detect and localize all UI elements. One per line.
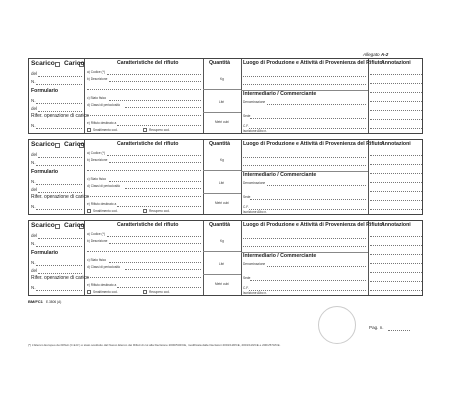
annotazioni-line[interactable] (370, 209, 422, 210)
rifer-n-line[interactable] (36, 209, 82, 210)
smaltimento-label: Smaltimento cod. (93, 290, 118, 294)
del-line[interactable] (38, 157, 82, 158)
annotazioni-line[interactable] (370, 155, 422, 156)
model-code (28, 300, 61, 304)
annotazioni-line[interactable] (370, 83, 422, 84)
smaltimento-checkbox[interactable] (87, 128, 91, 132)
rifer-n-label: N. (31, 204, 36, 209)
litri-label: Litri (219, 100, 225, 104)
stato-label: c) Stato fisico (87, 96, 107, 100)
destinato-line[interactable] (117, 125, 201, 126)
destinato-line[interactable] (117, 206, 201, 207)
codice-label: a) Codice (*) (87, 232, 105, 236)
stato-label: c) Stato fisico (87, 258, 107, 262)
side-vertical-text (0, 217, 1, 250)
sede-label: Sede (243, 114, 251, 118)
denominazione-line[interactable] (267, 185, 366, 186)
caratteristiche-header: Caratteristiche del rifiuto (117, 222, 179, 228)
metri-label: Metri cubi (215, 282, 229, 286)
annotazioni-line[interactable] (370, 236, 422, 237)
iscrizione-label: Iscrizione Albo n. (243, 291, 268, 295)
smaltimento-label: Smaltimento cod. (93, 128, 118, 132)
del-label: del (31, 233, 38, 238)
qty-sep (203, 251, 241, 252)
model-code-text: BM/FC1 (28, 299, 43, 304)
classi-label: d) Classi di pericolosità (87, 103, 120, 107)
metri-label: Metri cubi (215, 120, 229, 124)
intermediario-title: Intermediario / Commerciante (243, 172, 317, 178)
annotazioni-line[interactable] (370, 110, 422, 111)
metri-label: Metri cubi (215, 201, 229, 205)
smaltimento-checkbox[interactable] (87, 209, 91, 213)
classi-line[interactable] (125, 107, 201, 108)
page-label: Pag. n. (369, 325, 384, 330)
cf-label: C.F. (243, 124, 249, 128)
formulario-label: Formulario (31, 169, 59, 175)
classi-line[interactable] (125, 269, 201, 270)
smaltimento-checkbox[interactable] (87, 290, 91, 294)
recupero-checkbox[interactable] (143, 209, 147, 213)
scarico-checkbox[interactable] (55, 143, 60, 148)
descrizione-line-2[interactable] (87, 170, 201, 171)
denominazione-label: Denominazione (243, 181, 266, 185)
recupero-label: Recupero cod. (149, 209, 170, 213)
n-line[interactable] (36, 84, 82, 85)
registration-block (28, 139, 423, 215)
allegato-label (363, 53, 388, 58)
recupero-label: Recupero cod. (149, 128, 170, 132)
kg-label: Kg (220, 77, 224, 81)
recupero-checkbox[interactable] (143, 128, 147, 132)
scarico-label: Scarico (31, 141, 55, 148)
iscrizione-label: Iscrizione Albo n. (243, 210, 268, 214)
formulario-n-label: N. (31, 179, 36, 184)
caratteristiche-header: Caratteristiche del rifiuto (117, 60, 179, 66)
edition-text: E.3806 (A) (46, 300, 62, 304)
descrizione-label: b) Descrizione (87, 239, 108, 243)
classi-line-2[interactable] (87, 115, 201, 116)
annotazioni-header: Annotazioni (381, 60, 411, 66)
classi-label: d) Classi di pericolosità (87, 265, 120, 269)
sede-label: Sede (243, 276, 251, 280)
rifer-n-line[interactable] (36, 290, 82, 291)
annotazioni-line[interactable] (370, 245, 422, 246)
caratteristiche-header: Caratteristiche del rifiuto (117, 141, 179, 147)
stato-line[interactable] (109, 100, 201, 101)
denominazione-line[interactable] (267, 104, 366, 105)
formulario-label: Formulario (31, 88, 59, 94)
rifer-n-label: N. (31, 123, 36, 128)
destinato-label: e) Rifiuto destinato a (87, 283, 117, 287)
registration-block (28, 58, 423, 134)
codice-line[interactable] (107, 74, 201, 75)
annotazioni-line[interactable] (370, 119, 422, 120)
destinato-line[interactable] (117, 287, 201, 288)
quantita-header: Quantità (209, 141, 231, 147)
formulario-del-label: del (31, 268, 38, 273)
formulario-n-line[interactable] (36, 103, 82, 104)
annotazioni-line[interactable] (370, 74, 422, 75)
annotazioni-line[interactable] (370, 101, 422, 102)
iscrizione-label: Iscrizione Albo n. (243, 129, 268, 133)
divider (203, 221, 204, 295)
divider (203, 59, 204, 133)
annotazioni-line[interactable] (370, 92, 422, 93)
n-label: N. (31, 241, 36, 246)
stato-label: c) Stato fisico (87, 177, 107, 181)
quantita-header: Quantità (209, 222, 231, 228)
carico-label: Carico (64, 222, 85, 229)
descrizione-line[interactable] (109, 81, 201, 82)
descrizione-label: b) Descrizione (87, 77, 108, 81)
rifer-n-line[interactable] (36, 128, 82, 129)
luogo-header: Luogo di Produzione e Attività di Provenienza del Rifiuto: (243, 141, 385, 147)
rifer-label: Rifer. operazione di carico (31, 275, 89, 281)
rifer-n-label: N. (31, 285, 36, 290)
del-line[interactable] (38, 238, 82, 239)
divider (241, 140, 242, 214)
qty-sep (203, 89, 241, 90)
page-number-circle (318, 306, 356, 344)
annotazioni-line[interactable] (370, 254, 422, 255)
scarico-label: Scarico (31, 222, 55, 229)
rifer-label: Rifer. operazione di carico (31, 194, 89, 200)
formulario-label: Formulario (31, 250, 59, 256)
descrizione-line[interactable] (109, 243, 201, 244)
destinato-label: e) Rifiuto destinato a (87, 202, 117, 206)
intermediario-title: Intermediario / Commerciante (243, 91, 317, 97)
divider (84, 140, 85, 214)
divider (203, 140, 204, 214)
denominazione-line[interactable] (267, 266, 366, 267)
smaltimento-label: Smaltimento cod. (93, 209, 118, 213)
n-line[interactable] (36, 246, 82, 247)
formulario-del-label: del (31, 106, 38, 111)
luogo-header: Luogo di Produzione e Attività di Provenienza del Rifiuto: (243, 60, 385, 66)
annotazioni-header: Annotazioni (381, 141, 411, 147)
quantita-header: Quantità (209, 60, 231, 66)
descrizione-label: b) Descrizione (87, 158, 108, 162)
annotazioni-line[interactable] (370, 182, 422, 183)
divider (368, 59, 369, 133)
divider (84, 221, 85, 295)
classi-line-2[interactable] (87, 277, 201, 278)
formulario-del-line[interactable] (38, 111, 82, 112)
sede-line[interactable] (250, 118, 366, 119)
codice-label: a) Codice (*) (87, 70, 105, 74)
denominazione-label: Denominazione (243, 100, 266, 104)
annotazioni-line[interactable] (370, 191, 422, 192)
formulario-n-line[interactable] (36, 184, 82, 185)
formulario-del-line[interactable] (38, 192, 82, 193)
del-line[interactable] (38, 76, 82, 77)
classi-line[interactable] (125, 188, 201, 189)
formulario-n-label: N. (31, 98, 36, 103)
formulario-n-line[interactable] (36, 265, 82, 266)
qty-sep (203, 170, 241, 171)
qty-sep (203, 112, 241, 113)
annotazioni-line[interactable] (370, 173, 422, 174)
divider (368, 221, 369, 295)
rifer-label: Rifer. operazione di carico (31, 113, 89, 119)
formulario-n-label: N. (31, 260, 36, 265)
qty-sep (203, 274, 241, 275)
annotazioni-line[interactable] (370, 272, 422, 273)
luogo-line-2[interactable] (243, 84, 366, 85)
annotazioni-line[interactable] (370, 128, 422, 129)
annotazioni-header: Annotazioni (381, 222, 411, 228)
cf-label: C.F. (243, 286, 249, 290)
sede-label: Sede (243, 195, 251, 199)
allegato-text: Allegato (363, 52, 380, 57)
litri-label: Litri (219, 181, 225, 185)
luogo-line-2[interactable] (243, 246, 366, 247)
formulario-del-line[interactable] (38, 273, 82, 274)
luogo-line-2[interactable] (243, 165, 366, 166)
codice-line[interactable] (107, 155, 201, 156)
descrizione-line[interactable] (109, 162, 201, 163)
n-line[interactable] (36, 165, 82, 166)
divider (368, 140, 369, 214)
luogo-line-1[interactable] (243, 238, 366, 239)
annotazioni-line[interactable] (370, 164, 422, 165)
descrizione-line-2[interactable] (87, 251, 201, 252)
qty-sep (203, 193, 241, 194)
annotazioni-line[interactable] (370, 290, 422, 291)
allegato-code: A-2 (380, 52, 389, 57)
descrizione-line-2[interactable] (87, 89, 201, 90)
litri-label: Litri (219, 262, 225, 266)
annotazioni-line[interactable] (370, 200, 422, 201)
carico-label: Carico (64, 60, 85, 67)
stato-line[interactable] (109, 262, 201, 263)
formulario-del-label: del (31, 187, 38, 192)
del-label: del (31, 71, 38, 76)
stato-line[interactable] (109, 181, 201, 182)
page-number-line (388, 330, 410, 331)
scarico-checkbox[interactable] (55, 62, 60, 67)
annotazioni-line[interactable] (370, 263, 422, 264)
classi-label: d) Classi di pericolosità (87, 184, 120, 188)
del-label: del (31, 152, 38, 157)
registration-block (28, 220, 423, 296)
sede-line[interactable] (250, 280, 366, 281)
n-label: N. (31, 79, 36, 84)
divider (241, 221, 242, 295)
annotazioni-line[interactable] (370, 281, 422, 282)
codice-label: a) Codice (*) (87, 151, 105, 155)
destinato-label: e) Rifiuto destinato a (87, 121, 117, 125)
classi-line-2[interactable] (87, 196, 201, 197)
kg-label: Kg (220, 158, 224, 162)
codice-line[interactable] (107, 236, 201, 237)
luogo-header: Luogo di Produzione e Attività di Provenienza del Rifiuto: (243, 222, 385, 228)
divider (84, 59, 85, 133)
luogo-line-1[interactable] (243, 76, 366, 77)
kg-label: Kg (220, 239, 224, 243)
sede-line[interactable] (250, 199, 366, 200)
divider (241, 59, 242, 133)
footnote: (*) L'Elenco Europeo dei Rifiuti (C.E.R.) è stato sostituito dal Nuovo Elenco dei Rifiuti di cui alla Decisione 2000/532/CE, modificata dalle Decisioni 2001/118/CE, 2001/119/CE e 2001/573/CE. (28, 343, 281, 347)
scarico-checkbox[interactable] (55, 224, 60, 229)
scarico-label: Scarico (31, 60, 55, 67)
recupero-checkbox[interactable] (143, 290, 147, 294)
n-label: N. (31, 160, 36, 165)
luogo-line-1[interactable] (243, 157, 366, 158)
denominazione-label: Denominazione (243, 262, 266, 266)
recupero-label: Recupero cod. (149, 290, 170, 294)
cf-label: C.F. (243, 205, 249, 209)
intermediario-title: Intermediario / Commerciante (243, 253, 317, 259)
carico-label: Carico (64, 141, 85, 148)
